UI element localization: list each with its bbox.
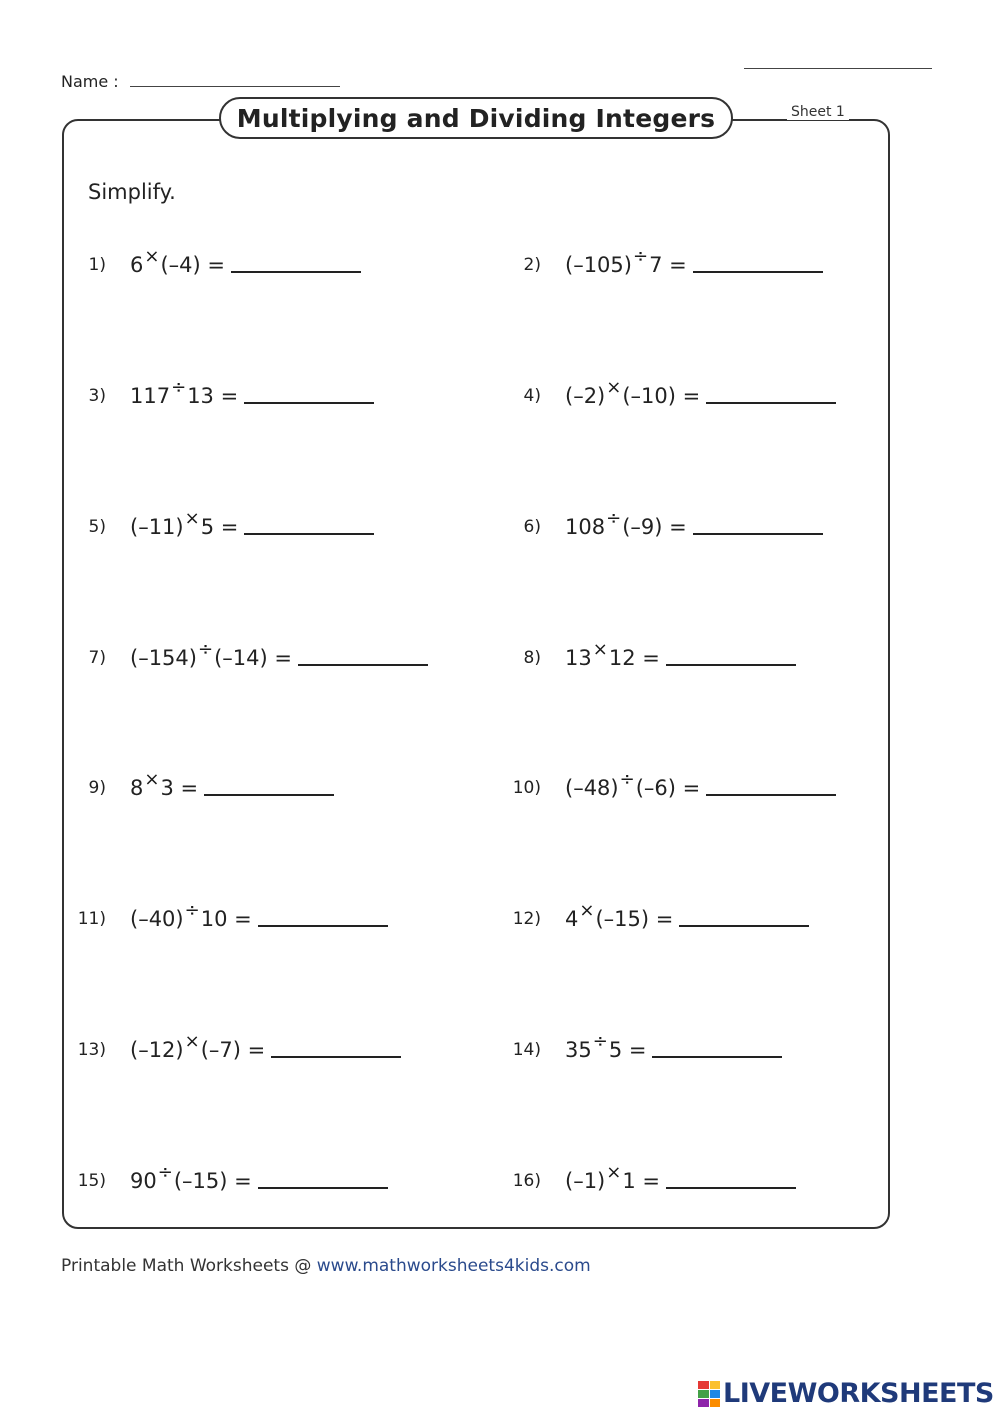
score-line[interactable] (744, 68, 932, 69)
problem-number: 14) (512, 1040, 541, 1060)
problem-number: 12) (512, 909, 541, 929)
problem-13 (76, 1030, 401, 1070)
problem-6 (511, 507, 823, 547)
problem-1 (76, 245, 361, 285)
problem-right-operand: (–15) = (173, 1169, 252, 1193)
answer-blank[interactable] (666, 663, 796, 666)
answer-blank[interactable] (244, 401, 374, 404)
problem-right-operand: 10 = (200, 907, 252, 931)
problem-left-operand: 108 (565, 515, 606, 539)
multiply-operator: × (606, 1161, 622, 1183)
footer-credit (61, 1256, 591, 1276)
footer-site-link[interactable]: www.mathworksheets4kids.com (316, 1256, 591, 1276)
problem-left-operand: (–154) (130, 646, 197, 670)
problem-15 (76, 1161, 388, 1201)
problem-number: 16) (512, 1171, 541, 1191)
multiply-operator: × (592, 638, 608, 660)
multiply-operator: × (144, 768, 160, 790)
multiply-operator: × (579, 899, 595, 921)
answer-blank[interactable] (244, 532, 374, 535)
problem-number: 4) (523, 386, 541, 406)
problem-9 (76, 768, 334, 808)
problem-left-operand: (–40) (130, 907, 184, 931)
name-label: Name : (61, 72, 119, 91)
problem-right-operand: (–15) = (595, 907, 674, 931)
answer-blank[interactable] (666, 1186, 796, 1189)
answer-blank[interactable] (706, 401, 836, 404)
problem-12 (511, 899, 809, 939)
answer-blank[interactable] (258, 924, 388, 927)
divide-operator: ÷ (632, 245, 649, 267)
title-banner (219, 97, 733, 139)
problem-right-operand: 12 = (608, 646, 660, 670)
problem-left-operand: 13 (565, 646, 592, 670)
divide-operator: ÷ (197, 638, 214, 660)
problem-right-operand: 3 = (160, 776, 199, 800)
problem-number: 6) (523, 517, 541, 537)
problem-left-operand: (–2) (565, 384, 606, 408)
problem-10 (511, 768, 836, 808)
instruction-text: Simplify. (88, 180, 176, 204)
problem-number: 13) (77, 1040, 106, 1060)
liveworksheets-logo-icon (698, 1381, 720, 1407)
problem-number: 2) (523, 255, 541, 275)
problem-left-operand: 8 (130, 776, 144, 800)
problem-2 (511, 245, 823, 285)
worksheet-title: Multiplying and Dividing Integers (236, 103, 716, 133)
problem-right-operand: (–4) = (160, 253, 225, 277)
problem-number: 3) (88, 386, 106, 406)
problem-14 (511, 1030, 782, 1070)
problem-number: 11) (77, 909, 106, 929)
answer-blank[interactable] (231, 270, 361, 273)
divide-operator: ÷ (606, 507, 622, 529)
problem-right-operand: 7 = (649, 253, 687, 277)
problem-8 (511, 638, 796, 678)
problem-7 (76, 638, 428, 678)
problem-number: 10) (512, 778, 541, 798)
answer-blank[interactable] (258, 1186, 388, 1189)
answer-blank[interactable] (693, 532, 823, 535)
multiply-operator: × (144, 245, 160, 267)
divide-operator: ÷ (592, 1030, 608, 1052)
problem-left-operand: 117 (130, 384, 171, 408)
problem-left-operand: (–105) (565, 253, 632, 277)
answer-blank[interactable] (271, 1055, 401, 1058)
name-row (61, 72, 340, 91)
answer-blank[interactable] (204, 793, 334, 796)
liveworksheets-wordmark: LIVEWORKSHEETS (723, 1378, 994, 1409)
answer-blank[interactable] (679, 924, 809, 927)
multiply-operator: × (606, 376, 622, 398)
divide-operator: ÷ (184, 899, 200, 921)
problem-right-operand: (–9) = (622, 515, 687, 539)
problem-right-operand: (–10) = (622, 384, 701, 408)
problem-3 (76, 376, 374, 416)
sheet-label: Sheet 1 (787, 104, 849, 120)
divide-operator: ÷ (157, 1161, 173, 1183)
problem-left-operand: (–12) (130, 1038, 184, 1062)
multiply-operator: × (184, 1030, 200, 1052)
answer-blank[interactable] (298, 663, 428, 666)
problem-right-operand: 5 = (200, 515, 239, 539)
multiply-operator: × (184, 507, 200, 529)
problem-11 (76, 899, 388, 939)
problem-number: 1) (88, 255, 106, 275)
problem-number: 5) (88, 517, 106, 537)
problem-right-operand: 1 = (622, 1169, 660, 1193)
problem-right-operand: 5 = (608, 1038, 647, 1062)
problem-left-operand: 90 (130, 1169, 157, 1193)
problem-number: 9) (88, 778, 106, 798)
liveworksheets-brand[interactable] (698, 1378, 994, 1409)
problem-5 (76, 507, 374, 547)
problem-right-operand: (–14) = (214, 646, 292, 670)
problem-left-operand: 6 (130, 253, 144, 277)
answer-blank[interactable] (652, 1055, 782, 1058)
problem-number: 15) (77, 1171, 106, 1191)
problem-left-operand: 4 (565, 907, 579, 931)
problem-right-operand: (–6) = (635, 776, 701, 800)
answer-blank[interactable] (693, 270, 823, 273)
name-input-line[interactable] (130, 86, 340, 87)
footer-prefix: Printable Math Worksheets @ (61, 1256, 317, 1276)
problem-number: 8) (523, 648, 541, 668)
problem-left-operand: (–11) (130, 515, 184, 539)
problem-left-operand: (–1) (565, 1169, 606, 1193)
problem-number: 7) (88, 648, 106, 668)
problem-left-operand: 35 (565, 1038, 592, 1062)
problem-16 (511, 1161, 796, 1201)
divide-operator: ÷ (619, 768, 635, 790)
problem-left-operand: (–48) (565, 776, 619, 800)
answer-blank[interactable] (706, 793, 836, 796)
problem-right-operand: (–7) = (200, 1038, 266, 1062)
problem-4 (511, 376, 836, 416)
problem-right-operand: 13 = (187, 384, 239, 408)
divide-operator: ÷ (171, 376, 187, 398)
